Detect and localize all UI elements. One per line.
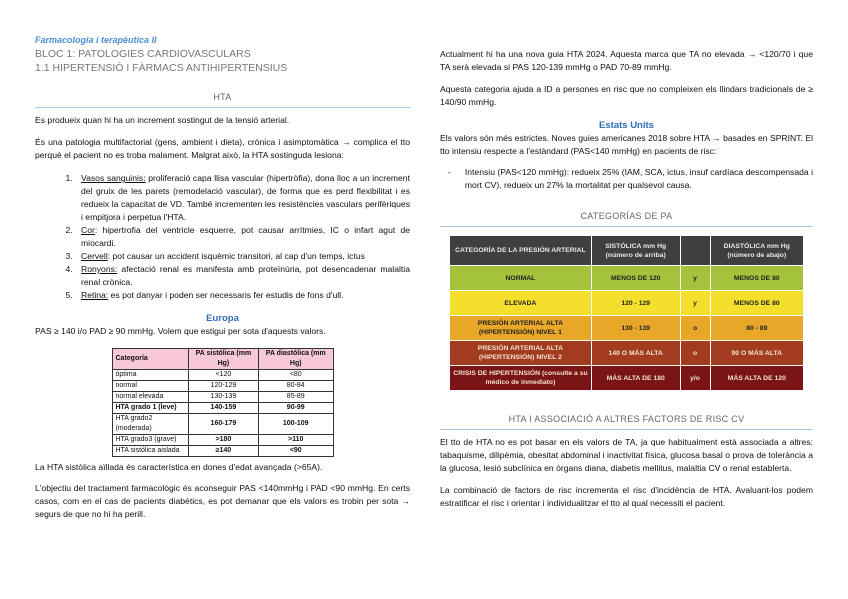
list-term: Vasos sanguinis: [81, 173, 146, 183]
bloc-title: BLOC 1: PATOLOGIES CARDIOVASCULARS [35, 48, 251, 60]
table-cell-cat: ELEVADA [450, 291, 592, 316]
table-cell-op: y [680, 291, 710, 316]
table-cell-dia: MENOS DE 80 [710, 266, 803, 291]
table-cell: <90 [259, 446, 334, 457]
table-row [112, 392, 333, 403]
table-cell: 80-84 [259, 381, 334, 392]
table-cell-op: o [680, 316, 710, 341]
list-text: afectació renal es manifesta amb proteïnúria, pot desencadenar malaltia renal crònica. [81, 264, 410, 287]
table-cell: HTA sistólica aislada [112, 446, 188, 457]
table-header: PA diastólica (mm Hg) [259, 349, 334, 370]
paragraph: PAS ≥ 140 i/o PAD ≥ 90 mmHg. Volem que estigui per sota d'aquests valors. [35, 326, 326, 336]
right-column [440, 48, 813, 510]
table-header: SISTÓLICA mm Hg (número de arriba) [591, 236, 680, 266]
table-row [112, 414, 333, 435]
us-bp-categories-table [449, 235, 804, 391]
course-title: Farmacologia i terapèutica II [35, 35, 157, 45]
subheading-estats-units: Estats Units [599, 120, 654, 131]
list-text: : hipertrofia del ventricle esquerre, pot causar arrítmies, IC o infart agut de miocardi. [81, 225, 410, 248]
list-item [75, 224, 410, 250]
table-cell: <120 [188, 370, 258, 381]
table-cell-op: y [680, 266, 710, 291]
table-cell: >110 [259, 435, 334, 446]
table-cell: 85-89 [259, 392, 334, 403]
paragraph: Els valors són més estrictes. Noves guies americanes 2018 sobre HTA → basades en SPRINT. El tto intensiu respecte a l'estàndard (PAS<140 mmHg) en pacients de risc: [440, 133, 813, 156]
section-heading-categories: CATEGORÍAS DE PA [440, 210, 813, 227]
lesions-list [35, 172, 410, 302]
table-row [112, 403, 333, 414]
bullet-text: Intensiu (PAS<120 mmHg): redueix 25% (IAM, SCA, ictus, insuf cardíaca descompensada i mort CV), redueix un 27% la mortalitat per qualsevol causa. [464, 167, 813, 190]
table-cell-cat: PRESIÓN ARTERIAL ALTA (HIPERTENSIÓN) NIVEL 2 [450, 341, 592, 366]
list-term: Cor [81, 225, 95, 235]
table-cell: 140-159 [188, 403, 258, 414]
paragraph: Es produeix quan hi ha un increment sostingut de la tensió arterial. [35, 115, 290, 125]
table-row [450, 316, 804, 341]
table-header: Categoría [112, 349, 188, 370]
table-cell-sys: MENOS DE 120 [591, 266, 680, 291]
topic-title: 1.1 HIPERTENSIÓ I FÀRMACS ANTIHIPERTENSIUS [35, 62, 288, 74]
table-row [450, 266, 804, 291]
table-header: CATEGORÍA DE LA PRESIÓN ARTERIAL [450, 236, 592, 266]
table-row [450, 291, 804, 316]
list-text: : pot causar un accident isquèmic transitori, al cap d'un temps, ictus [107, 251, 365, 261]
paragraph: És una patologia multifactorial (gens, ambient i dieta), crònica i asimptomàtica → complica el tto perquè el pacient no es troba malament. Malgrat això, la HTA sostinguda lesiona: [35, 137, 410, 160]
table-row [450, 366, 804, 391]
paragraph: Aquesta categoria ajuda a ID a persones en risc que no compleixen els llindars tradicionals de ≥ 140/90 mmHg. [440, 84, 813, 107]
table-row [450, 341, 804, 366]
paragraph: Actualment hi ha una nova guia HTA 2024. Aquesta marca que TA no elevada → <120/70 i que TA serà elevada si PAS 120-139 mmHg o PAD 70-89 mmHg. [440, 49, 813, 72]
paragraph: El tto de HTA no es pot basar en els valors de TA, ja que habitualment està associada a altres: tabaquisme, dilipèmia, obesitat abdominal i inactivitat física, glucosa basal o prova de tolerància a la glucosa, lesió subclínica en òrgans diana, diabetis mellitus, malaltia CV o renal establerta. [440, 437, 813, 473]
list-text: es pot danyar i poden ser necessaris fer estudis de fons d'ull. [108, 290, 344, 300]
table-cell-sys: 140 O MÁS ALTA [591, 341, 680, 366]
table-cell: ≥140 [188, 446, 258, 457]
list-item [75, 250, 410, 263]
table-cell: HTA grado 1 (leve) [112, 403, 188, 414]
list-item [75, 289, 410, 302]
table-cell-sys: 130 - 139 [591, 316, 680, 341]
table-row [112, 381, 333, 392]
paragraph: L'objectiu del tractament farmacològic és aconseguir PAS <140mmHg i PAD <90 mmHg. En certs casos, com en el cas de pacients diabètics, es pot demanar que els valors es trobin per sota → segurs de que no hi ha perill. [35, 483, 410, 519]
table-header [680, 236, 710, 266]
table-cell-dia: 80 - 89 [710, 316, 803, 341]
table-cell-sys: MÁS ALTA DE 180 [591, 366, 680, 391]
list-item [75, 172, 410, 224]
table-row [112, 446, 333, 457]
section-heading-risk-factors: HTA I ASSOCIACIÓ A ALTRES FACTORS DE RISC CV [440, 413, 813, 430]
table-cell-sys: 120 - 129 [591, 291, 680, 316]
table-cell-op: o [680, 341, 710, 366]
subheading-europa: Europa [206, 313, 239, 324]
table-header: DIASTÓLICA mm Hg (número de abajo) [710, 236, 803, 266]
paragraph: La HTA sistòlica aïllada és característica en dones d'edat avançada (>65A). [35, 462, 323, 472]
list-item [75, 263, 410, 289]
table-row [112, 435, 333, 446]
table-cell: 160-179 [188, 414, 258, 435]
table-cell: normal elevada [112, 392, 188, 403]
europe-bp-table [112, 348, 334, 457]
table-cell-cat: PRESIÓN ARTERIAL ALTA (HIPERTENSIÓN) NIVEL 1 [450, 316, 592, 341]
list-item [440, 166, 813, 192]
list-text: proliferació capa llisa vascular (hipertròfia), dona lloc a un increment del gruix de les parets (remodelació vascular), de forma que es perd flexibilitat i es redueix la capacitat de VD. També incrementen les resistències vasculars perifèriques i empitjora i perpetua l'HTA. [81, 173, 410, 222]
table-cell: 120-129 [188, 381, 258, 392]
table-cell: HTA grado2 (moderada) [112, 414, 188, 435]
table-cell-dia: 90 O MÁS ALTA [710, 341, 803, 366]
table-cell: 130-139 [188, 392, 258, 403]
left-column [35, 34, 410, 521]
list-term: Cervell [81, 251, 108, 261]
table-cell: 90-99 [259, 403, 334, 414]
table-cell: <80 [259, 370, 334, 381]
dash-bullet: - [448, 167, 451, 177]
table-cell-cat: CRISIS DE HIPERTENSIÓN (consulte a su médico de inmediato) [450, 366, 592, 391]
table-cell-op: y/o [680, 366, 710, 391]
list-term: Retina: [81, 290, 109, 300]
section-heading-hta: HTA [35, 91, 410, 108]
table-cell: óptima [112, 370, 188, 381]
list-term: Ronyons: [81, 264, 118, 274]
table-cell: normal [112, 381, 188, 392]
paragraph: La combinació de factors de risc incrementa el risc d'incidència de HTA. Avaluant-los podem estratificar el risc i orientar i individualitzar el tto al qual necessiti el pacient. [440, 485, 813, 508]
table-header: PA sistólica (mm Hg) [188, 349, 258, 370]
table-row [112, 370, 333, 381]
table-cell: >180 [188, 435, 258, 446]
table-cell-cat: NORMAL [450, 266, 592, 291]
table-cell-dia: MENOS DE 80 [710, 291, 803, 316]
table-cell: HTA grado3 (grave) [112, 435, 188, 446]
table-cell: 100-109 [259, 414, 334, 435]
table-cell-dia: MÁS ALTA DE 120 [710, 366, 803, 391]
